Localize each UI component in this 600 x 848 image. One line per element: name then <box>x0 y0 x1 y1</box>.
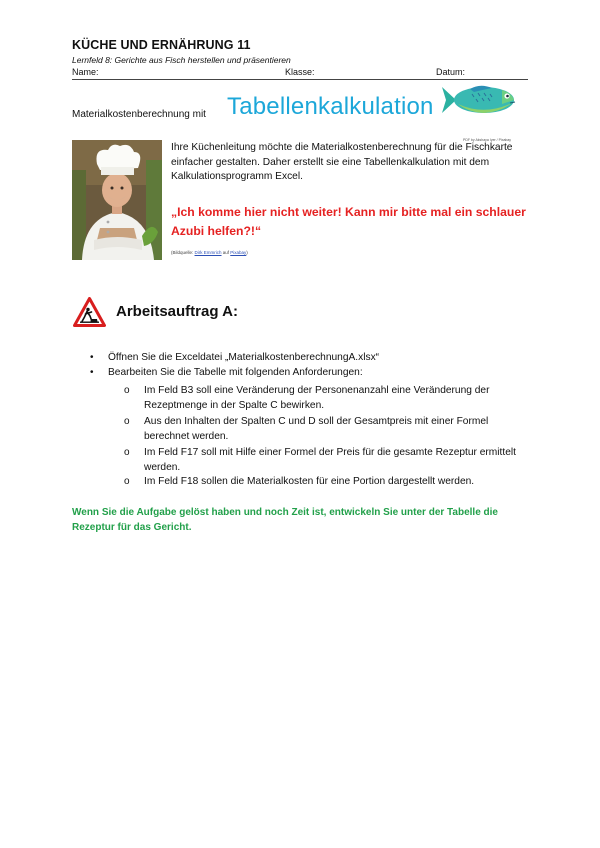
image-credit <box>171 250 248 255</box>
circle-bullet-icon: o <box>124 385 130 396</box>
header-divider <box>72 79 528 80</box>
credit-prefix: (Bildquelle: <box>171 250 195 255</box>
credit-author-link[interactable]: Dirk Emmrich <box>194 250 222 255</box>
task-title: Arbeitsauftrag A: <box>116 303 238 320</box>
sub-list-item-text: Aus den Inhalten der Spalten C und D soll der Gesamtpreis mit einer Formel berechnet werden. <box>144 416 489 442</box>
list-item-text: Bearbeiten Sie die Tabelle mit folgenden Anforderungen: <box>108 367 363 378</box>
fish-image-credit: PDF by Akshaya Iyer / Pixabay <box>463 138 512 142</box>
chef-photo <box>72 140 162 260</box>
heading-prefix: Materialkostenberechnung mit <box>72 109 206 120</box>
document-subtitle: Lernfeld 8: Gerichte aus Fisch herstellen und präsentieren <box>72 55 291 65</box>
sub-list-item-text: Im Feld F17 soll mit Hilfe einer Formel der Preis für die gesamte Rezeptur ermittelt werden. <box>144 447 516 473</box>
bullet-icon: • <box>90 352 94 363</box>
name-label: Name: <box>72 67 99 77</box>
heading-highlight: Tabellenkalkulation <box>227 93 434 120</box>
circle-bullet-icon: o <box>124 416 130 427</box>
document-title: KÜCHE UND ERNÄHRUNG 11 <box>72 38 251 52</box>
intro-text: Ihre Küchenleitung möchte die Materialkostenberechnung für die Fischkarte einfacher gestalten. Daher erstellt sie eine Tabellenkalkulation mit dem Kalkulationsprogramm Excel. <box>171 142 513 183</box>
bullet-icon: • <box>90 367 94 378</box>
circle-bullet-icon: o <box>124 447 130 458</box>
credit-source-link[interactable]: Pixabay <box>230 250 247 255</box>
credit-suffix: ) <box>246 250 248 255</box>
sub-list-item-text: Im Feld B3 soll eine Veränderung der Personenanzahl eine Veränderung der Rezeptmenge in der Spalte C bewirken. <box>144 385 490 411</box>
fish-illustration <box>440 82 520 118</box>
credit-middle: auf <box>221 250 231 255</box>
circle-bullet-icon: o <box>124 476 130 487</box>
date-label: Datum: <box>436 67 466 77</box>
extra-task-note: Wenn Sie die Aufgabe gelöst haben und noch Zeit ist, entwickeln Sie unter der Tabelle die Rezeptur für das Gericht. <box>72 507 498 533</box>
construction-warning-icon <box>73 297 106 327</box>
sub-list-item-text: Im Feld F18 sollen die Materialkosten für eine Portion dargestellt werden. <box>144 476 475 487</box>
class-label: Klasse: <box>285 67 315 77</box>
list-item-text: Öffnen Sie die Exceldatei „MaterialkostenberechnungA.xlsx“ <box>108 352 380 363</box>
chef-quote: „Ich komme hier nicht weiter! Kann mir bitte mal ein schlauer Azubi helfen?!“ <box>171 205 526 238</box>
